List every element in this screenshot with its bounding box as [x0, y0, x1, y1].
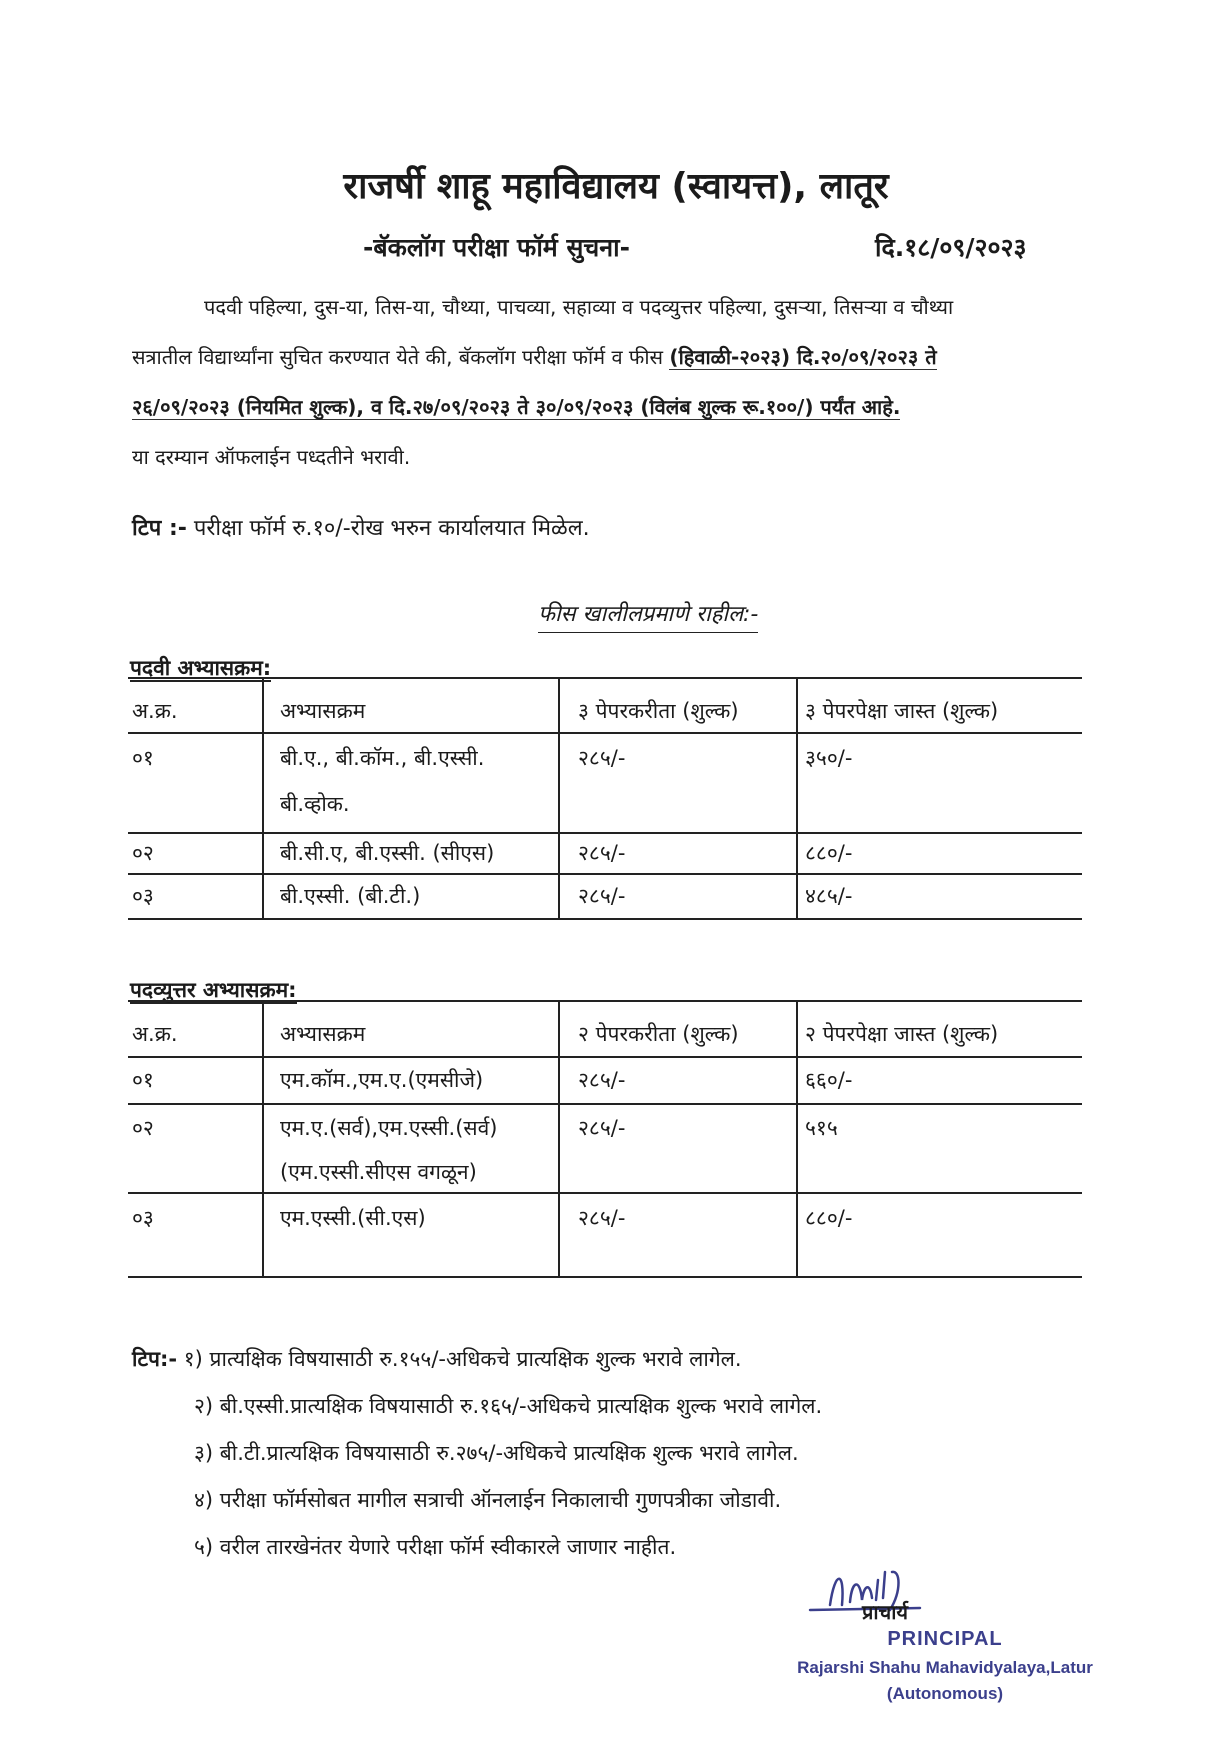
stamp-title: PRINCIPAL: [887, 1628, 1003, 1650]
list-item: टिप:- १) प्रात्यक्षिक विषयासाठी रु.१५५/-अधिकचे प्रात्यक्षिक शुल्क भरावे लागेल.: [132, 1347, 742, 1371]
pg-header-fee2: २ पेपरपेक्षा जास्त (शुल्क): [805, 1022, 999, 1046]
ug-row2-fee2: ८८०/-: [805, 841, 853, 865]
pg-row1-fee1: २८५/-: [578, 1068, 626, 1092]
intro-line1: पदवी पहिल्या, दुस-या, तिस-या, चौथ्या, पाचव्या, सहाव्या व पदव्युत्तर पहिल्या, दुसऱ्या, तिसऱ्या व चौथ्या: [204, 295, 954, 319]
fee-heading: फीस खालीलप्रमाणे राहील:-: [538, 598, 758, 633]
notes-label: टिप:-: [132, 1347, 178, 1371]
ug-header-fee2: ३ पेपरपेक्षा जास्त (शुल्क): [805, 699, 999, 723]
ug-row1-course: बी.ए., बी.कॉम., बी.एस्सी.: [280, 746, 485, 770]
ug-header-course: अभ्यासक्रम: [280, 699, 366, 723]
pg-row2-course: एम.ए.(सर्व),एम.एस्सी.(सर्व): [280, 1116, 498, 1140]
pg-row2-fee2: ५१५: [805, 1116, 838, 1140]
ug-row2-sr: ०२: [132, 841, 154, 865]
ug-row3-course: बी.एस्सी. (बी.टी.): [280, 884, 421, 908]
ug-row3-fee2: ४८५/-: [805, 884, 853, 908]
ug-row2-fee1: २८५/-: [578, 841, 626, 865]
list-item: ३) बी.टी.प्रात्यक्षिक विषयासाठी रु.२७५/-अधिकचे प्रात्यक्षिक शुल्क भरावे लागेल.: [194, 1441, 799, 1465]
ug-heading: पदवी अभ्यासक्रम:: [130, 656, 272, 680]
pg-row1-sr: ०१: [132, 1068, 154, 1092]
ug-row1-fee2: ३५०/-: [805, 746, 853, 770]
intro-line4: या दरम्यान ऑफलाईन पध्दतीने भरावी.: [132, 445, 411, 469]
ug-row1-fee1: २८५/-: [578, 746, 626, 770]
tip-text: परीक्षा फॉर्म रु.१०/-रोख भरुन कार्यालयात मिळेल.: [193, 516, 590, 541]
intro-line3-bold: २६/०९/२०२३ (नियमित शुल्क), व दि.२७/०९/२०२३ ते ३०/०९/२०२३ (विलंब शुल्क रू.१००/) पर्यंत आहे.: [132, 395, 901, 419]
principal-title-mr: प्राचार्य: [861, 1600, 909, 1624]
ug-row1-sr: ०१: [132, 746, 154, 770]
ug-row3-fee1: २८५/-: [578, 884, 626, 908]
list-item: ५) वरील तारखेनंतर येणारे परीक्षा फॉर्म स्वीकारले जाणार नाहीत.: [194, 1535, 677, 1559]
ug-row2-course: बी.सी.ए, बी.एस्सी. (सीएस): [280, 841, 495, 865]
pg-heading: पदव्युत्तर अभ्यासक्रम:: [130, 978, 297, 1002]
pg-row3-fee1: २८५/-: [578, 1206, 626, 1230]
pg-row1-course: एम.कॉम.,एम.ए.(एमसीजे): [280, 1068, 484, 1092]
ug-row3-sr: ०३: [132, 884, 154, 908]
tip-form-fee: [132, 512, 590, 542]
pg-row3-fee2: ८८०/-: [805, 1206, 853, 1230]
ug-header-fee1: ३ पेपरकरीता (शुल्क): [578, 699, 739, 723]
intro-paragraph: [132, 282, 1142, 482]
ug-row1-course-line2: बी.व्होक.: [280, 792, 350, 816]
ug-header-sr: अ.क्र.: [132, 699, 178, 723]
pg-row3-course: एम.एस्सी.(सी.एस): [280, 1206, 426, 1230]
tip-label: टिप :-: [132, 516, 187, 541]
intro-line2: सत्रातील विद्यार्थ्यांना सुचित करण्यात येते की, बॅकलॉग परीक्षा फॉर्म व फीस: [132, 345, 664, 369]
pg-row2-sr: ०२: [132, 1116, 154, 1140]
notice-subtitle: -बॅकलॉग परीक्षा फॉर्म सुचना-: [363, 233, 630, 262]
stamp-college: Rajarshi Shahu Mahavidyalaya,Latur: [797, 1658, 1093, 1677]
intro-line2-bold: (हिवाळी-२०२३) दि.२०/०९/२०२३ ते: [669, 345, 937, 369]
pg-row2-course-line2: (एम.एस्सी.सीएस वगळून): [280, 1160, 477, 1184]
pg-header-course: अभ्यासक्रम: [280, 1022, 366, 1046]
pg-row2-fee1: २८५/-: [578, 1116, 626, 1140]
notes-list: [132, 1336, 822, 1571]
notice-date: दि.१८/०९/२०२३: [875, 233, 1027, 262]
pg-row3-sr: ०३: [132, 1206, 154, 1230]
list-item: ४) परीक्षा फॉर्मसोबत मागील सत्राची ऑनलाईन निकालाची गुणपत्रीका जोडावी.: [194, 1488, 782, 1512]
principal-signature-stamp: [790, 1550, 1100, 1720]
pg-header-sr: अ.क्र.: [132, 1022, 178, 1046]
stamp-autonomous: (Autonomous): [886, 1684, 1004, 1703]
pg-row1-fee2: ६६०/-: [805, 1068, 853, 1092]
list-item: २) बी.एस्सी.प्रात्यक्षिक विषयासाठी रु.१६५/-अधिकचे प्रात्यक्षिक शुल्क भरावे लागेल.: [194, 1394, 823, 1418]
college-title: राजर्षी शाहू महाविद्यालय (स्वायत्त), लातूर: [343, 166, 889, 207]
pg-header-fee1: २ पेपरकरीता (शुल्क): [578, 1022, 739, 1046]
